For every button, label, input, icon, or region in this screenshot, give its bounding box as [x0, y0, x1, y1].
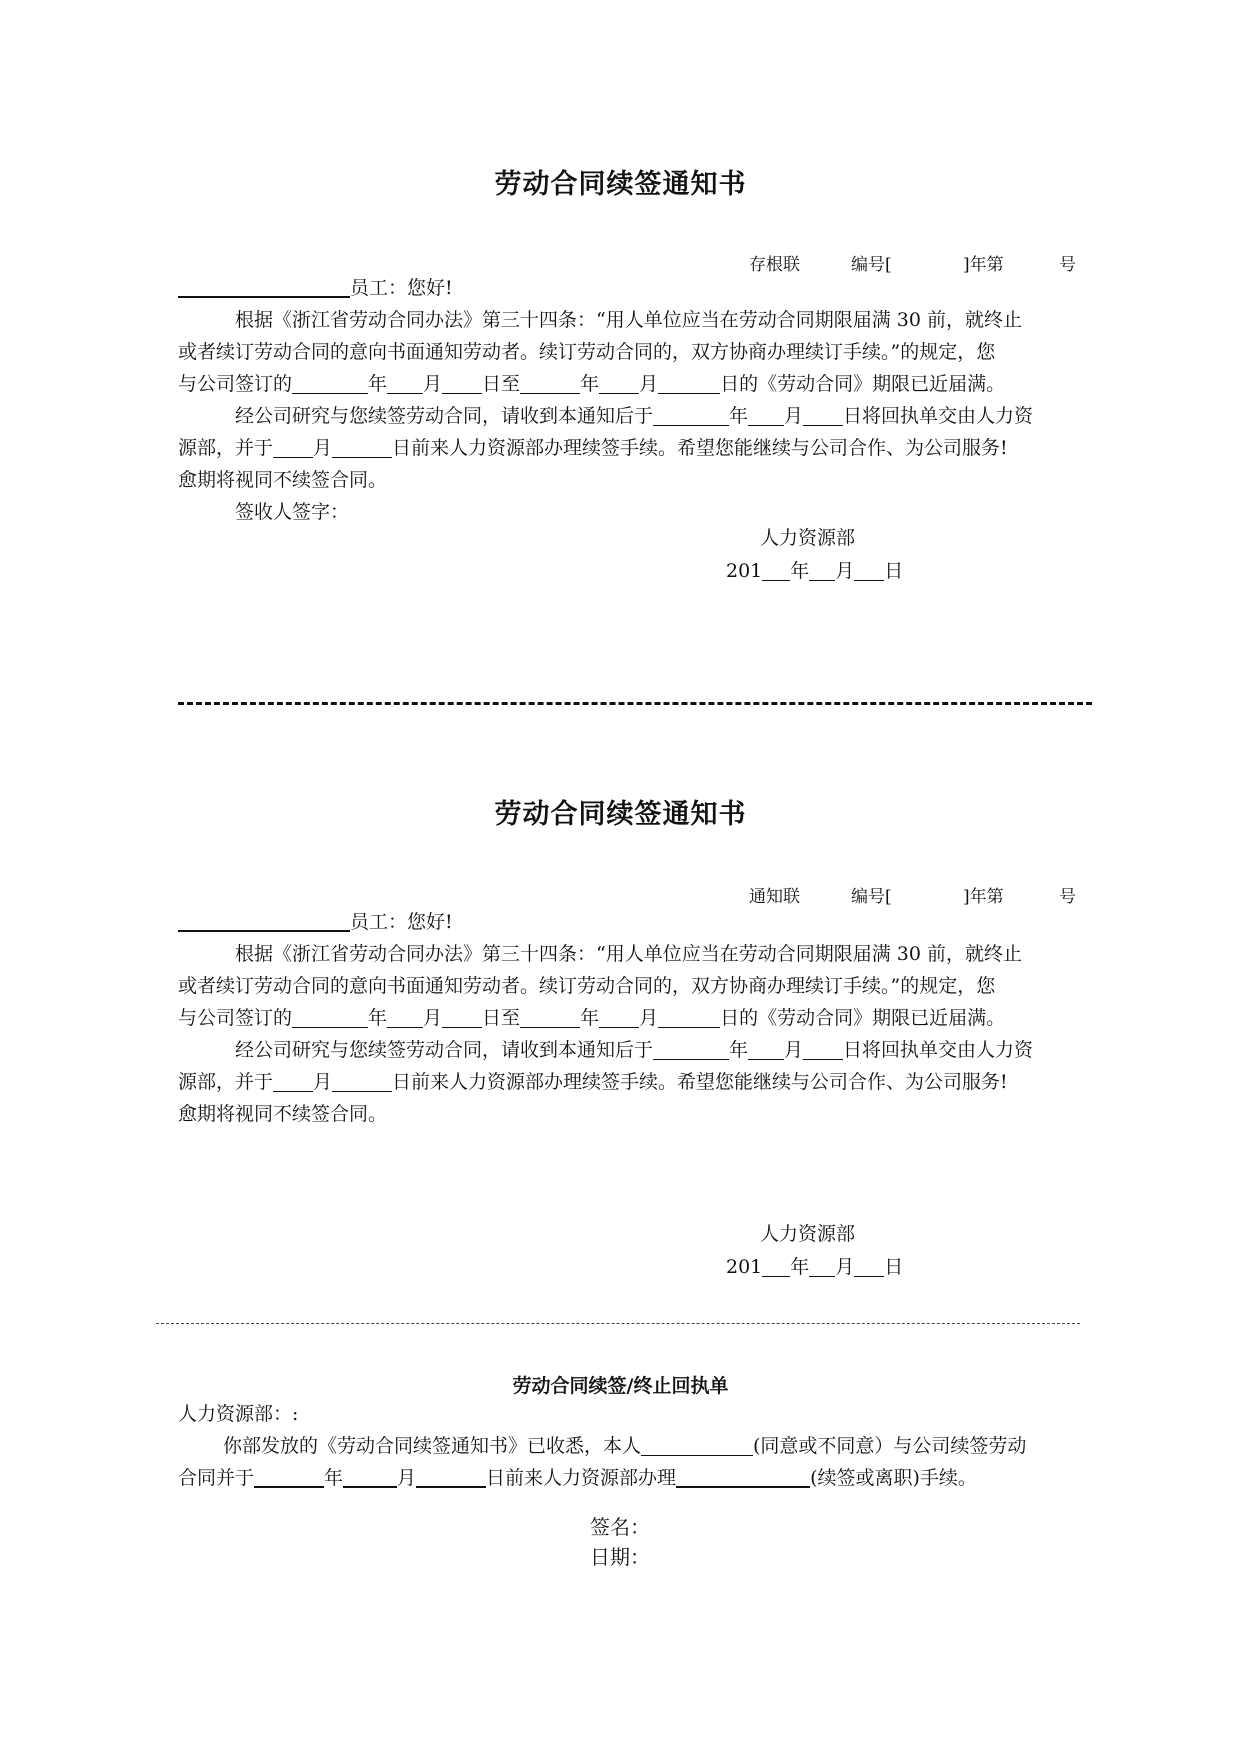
stub-month-label-2: 月	[639, 373, 659, 395]
stub-employee-name-blank	[178, 274, 350, 298]
notice-date-month: 月	[835, 1256, 855, 1278]
stub-number-mid: ]年第	[963, 255, 1004, 275]
receipt-cut-line	[156, 1323, 1080, 1324]
stub-p1-line3	[178, 368, 1128, 400]
notice-number-mid: ]年第	[963, 887, 1004, 907]
stub-p2-line1	[178, 400, 1128, 432]
notice-month-label-2: 月	[639, 1007, 659, 1029]
notice-return-year-blank	[653, 1037, 729, 1060]
receipt-line1-text: 你部发放的《劳动合同续签通知书》已收悉，本人	[223, 1435, 642, 1457]
stub-body	[178, 272, 1128, 528]
stub-month-label: 月	[423, 373, 443, 395]
stub-p2-text: 经公司研究与您续签劳动合同，请收到本通知后于	[235, 405, 654, 427]
stub-title: 劳动合同续签通知书	[494, 169, 747, 200]
stub-renew-month-label: 月	[313, 437, 333, 459]
stub-p2-line3: 愈期将视同不续签合同。	[178, 469, 388, 491]
notice-p2-end: 日将回执单交由人力资	[843, 1039, 1034, 1061]
notice-expiry-text: 日的《劳动合同》期限已近届满。	[720, 1007, 1006, 1029]
stub-end-day-blank	[658, 371, 720, 394]
notice-p2-line2	[178, 1066, 1128, 1098]
cut-line-separator	[178, 702, 1092, 705]
notice-p2-line2-text: 源部，并于	[178, 1071, 274, 1093]
receipt-year-blank	[254, 1464, 324, 1488]
stub-renew-day-blank	[332, 435, 392, 458]
stub-start-month-blank	[387, 371, 423, 394]
stub-date-day: 日	[884, 560, 904, 582]
receipt-line2-mid: 日前来人力资源部办理	[486, 1467, 677, 1489]
notice-year-label: 年	[368, 1007, 388, 1029]
notice-p2-line1	[178, 1034, 1128, 1066]
notice-date	[726, 1252, 903, 1279]
notice-month-label: 月	[423, 1007, 443, 1029]
receipt-agree-blank	[641, 1433, 753, 1456]
stub-return-year-label: 年	[729, 405, 749, 427]
notice-p2-line2-end: 日前来人力资源部办理续签手续。希望您能继续与公司合作、为公司服务!	[392, 1071, 1008, 1093]
receipt-line2	[178, 1462, 1128, 1494]
notice-greeting-line	[178, 906, 1128, 938]
stub-renew-month-blank	[273, 435, 313, 458]
stub-start-day-blank	[442, 371, 482, 394]
stub-end-year-blank	[520, 371, 580, 394]
stub-date-year-blank	[762, 558, 790, 581]
receipt-line1	[178, 1430, 1128, 1462]
notice-p2-text: 经公司研究与您续签劳动合同，请收到本通知后于	[235, 1039, 654, 1061]
receipt-title: 劳动合同续签/终止回执单	[512, 1375, 729, 1397]
receipt-line2-end: (续签或离职)手续。	[810, 1467, 977, 1489]
stub-p2-line2	[178, 432, 1128, 464]
receipt-body	[178, 1398, 1128, 1494]
stub-date-month: 月	[835, 560, 855, 582]
stub-department: 人力资源部	[760, 527, 856, 549]
stub-return-day-blank	[803, 403, 843, 426]
stub-p2-end: 日将回执单交由人力资	[843, 405, 1034, 427]
stub-signature-label: 签收人签字：	[235, 501, 350, 523]
stub-p2-line2-end: 日前来人力资源部办理续签手续。希望您能继续与公司合作、为公司服务!	[392, 437, 1008, 459]
stub-number-prefix: 编号[	[851, 255, 892, 275]
notice-return-day-blank	[803, 1037, 843, 1060]
notice-p2-line3: 愈期将视同不续签合同。	[178, 1103, 388, 1125]
stub-date	[726, 556, 903, 583]
receipt-addressee: 人力资源部：:	[178, 1403, 299, 1425]
notice-title: 劳动合同续签通知书	[494, 799, 747, 830]
notice-employee-name-blank	[178, 908, 350, 932]
stub-greeting: 员工：您好!	[350, 277, 453, 299]
notice-return-year-label: 年	[729, 1039, 749, 1061]
notice-start-month-blank	[387, 1005, 423, 1028]
notice-date-day: 日	[884, 1256, 904, 1278]
receipt-sign-label: 签名：	[590, 1515, 650, 1539]
notice-year-label-2: 年	[580, 1007, 600, 1029]
notice-start-day-blank	[442, 1005, 482, 1028]
receipt-type-blank	[676, 1464, 810, 1488]
notice-p1-line1: 根据《浙江省劳动合同办法》第三十四条：“用人单位应当在劳动合同期限届满 30 前，就终止	[235, 943, 1022, 965]
notice-return-month-blank	[748, 1037, 784, 1060]
stub-end-month-blank	[599, 371, 639, 394]
notice-end-month-blank	[599, 1005, 639, 1028]
stub-date-month-blank	[809, 558, 835, 581]
stub-copy-label: 存根联	[749, 255, 800, 275]
stub-return-year-blank	[653, 403, 729, 426]
notice-signed-label: 与公司签订的	[178, 1007, 293, 1029]
stub-return-month-blank	[748, 403, 784, 426]
notice-renew-month-label: 月	[313, 1071, 333, 1093]
notice-end-day-blank	[658, 1005, 720, 1028]
notice-renew-month-blank	[273, 1069, 313, 1092]
stub-date-year: 年	[790, 560, 810, 582]
notice-date-year-blank	[762, 1254, 790, 1277]
stub-signed-label: 与公司签订的	[178, 373, 293, 395]
notice-start-year-blank	[292, 1005, 368, 1028]
receipt-year-label: 年	[324, 1467, 344, 1489]
receipt-date-label: 日期：	[590, 1545, 650, 1569]
stub-p2-line2-text: 源部，并于	[178, 437, 274, 459]
notice-body	[178, 906, 1128, 1130]
receipt-line1-end: (同意或不同意）与公司续签劳动	[753, 1435, 1027, 1457]
stub-day-to-label: 日至	[482, 373, 521, 395]
receipt-line2-text: 合同并于	[178, 1467, 255, 1489]
stub-number-suffix: 号	[1059, 255, 1076, 275]
stub-greeting-line	[178, 272, 1128, 304]
notice-end-year-blank	[520, 1005, 580, 1028]
notice-date-month-blank	[809, 1254, 835, 1277]
notice-copy-label: 通知联	[749, 887, 800, 907]
stub-expiry-text: 日的《劳动合同》期限已近届满。	[720, 373, 1006, 395]
stub-p1-line1: 根据《浙江省劳动合同办法》第三十四条：“用人单位应当在劳动合同期限届满 30 前，就终止	[235, 309, 1022, 331]
stub-start-year-blank	[292, 371, 368, 394]
receipt-month-blank	[343, 1464, 397, 1488]
stub-year-label: 年	[368, 373, 388, 395]
notice-date-prefix: 201	[726, 1256, 763, 1278]
notice-renew-day-blank	[332, 1069, 392, 1092]
stub-p1-line2: 或者续订劳动合同的意向书面通知劳动者。续订劳动合同的，双方协商办理续订手续。”的规定，您	[178, 341, 996, 363]
notice-date-year: 年	[790, 1256, 810, 1278]
stub-date-prefix: 201	[726, 560, 763, 582]
receipt-day-blank	[416, 1464, 486, 1488]
notice-department: 人力资源部	[760, 1223, 856, 1245]
notice-return-month-label: 月	[784, 1039, 804, 1061]
notice-number-prefix: 编号[	[851, 887, 892, 907]
notice-greeting: 员工：您好!	[350, 911, 453, 933]
stub-year-label-2: 年	[580, 373, 600, 395]
notice-number-suffix: 号	[1059, 887, 1076, 907]
stub-date-day-blank	[854, 558, 884, 581]
stub-return-month-label: 月	[784, 405, 804, 427]
notice-p1-line2: 或者续订劳动合同的意向书面通知劳动者。续订劳动合同的，双方协商办理续订手续。”的规定，您	[178, 975, 996, 997]
notice-p1-line3	[178, 1002, 1128, 1034]
notice-date-day-blank	[854, 1254, 884, 1277]
notice-day-to-label: 日至	[482, 1007, 521, 1029]
receipt-month-label: 月	[397, 1467, 417, 1489]
